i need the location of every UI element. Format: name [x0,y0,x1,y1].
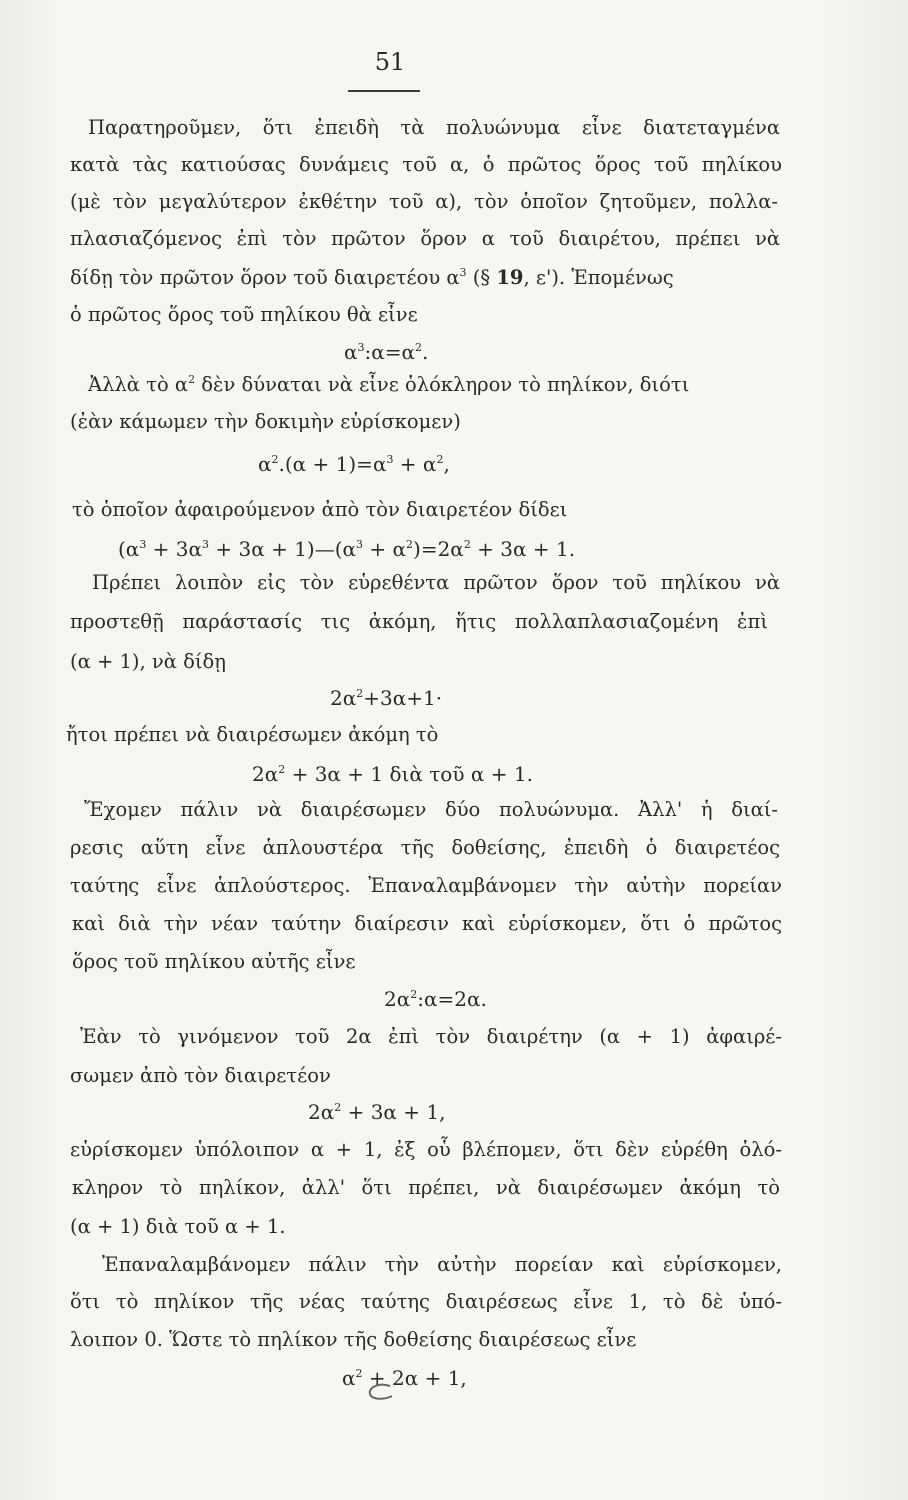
paragraph-line: Ἔχομεν πάλιν νὰ διαιρέσωμεν δύο πολυώνυμα. Ἀλλ' ἡ διαί- [84,798,778,821]
paragraph-line: ρεσις αὕτη εἶνε ἁπλουστέρα τῆς δοθείσης, ἐπειδὴ ὁ διαιρετέος [70,836,780,859]
paragraph-line: (μὲ τὸν μεγαλύτερον ἐκθέτην τοῦ α), τὸν ὁποῖον ζητοῦμεν, πολλα- [70,190,778,213]
paragraph-line: δίδῃ τὸν πρῶτον ὅρον τοῦ διαιρετέου $\alpha^3$ (§ 19, ε'). Ἑπομένως [70,266,674,289]
paragraph-line: Ἐὰν τὸ γινόμενον τοῦ 2α ἐπὶ τὸν διαιρέτην (α + 1) ἀφαιρέ- [80,1025,782,1048]
paragraph-line: προστεθῇ παράστασίς τις ἀκόμη, ἥτις πολλαπλασιαζομένη ἐπὶ [70,610,768,633]
paragraph-line: λοιπον 0. Ὥστε τὸ πηλίκον τῆς δοθείσης διαιρέσεως εἶνε [70,1328,637,1351]
equation: $2\alpha^2 + 3\alpha + 1$ διὰ τοῦ α + 1. [252,762,533,786]
paragraph-line: Πρέπει λοιπὸν εἰς τὸν εὑρεθέντα πρῶτον ὅρον τοῦ πηλίκου νὰ [92,571,780,594]
equation: ($\alpha^3 + 3\alpha^3 + 3\alpha$ + $1)—(\alpha^3 + \alpha^2)=2\alpha^2 + 3\alpha + 1$. [118,537,576,561]
paragraph-line: καὶ διὰ τὴν νέαν ταύτην διαίρεσιν καὶ εὑρίσκομεν, ὅτι ὁ πρῶτος [72,912,782,935]
paragraph-line: ταύτης εἶνε ἁπλούστερος. Ἐπαναλαμβάνομεν τὴν αὐτὴν πορείαν [70,874,782,897]
equation: $\alpha^2 + 2\alpha + 1$, [342,1366,467,1390]
equation: $\alpha^3:\alpha=\alpha^2$. [344,340,429,364]
paragraph-line: ἤτοι πρέπει νὰ διαιρέσωμεν ἀκόμη τὸ [66,723,439,746]
page-number: 51 [374,48,406,76]
paragraph-line: εὑρίσκομεν ὑπόλοιπον α + 1, ἐξ οὗ βλέπομεν, ὅτι δὲν εὑρέθη ὁλό- [70,1138,782,1161]
paragraph-line: κληρον τὸ πηλίκον, ἀλλ' ὅτι πρέπει, νὰ διαιρέσωμεν ἀκόμη τὸ [72,1176,780,1199]
paragraph-line: Ἀλλὰ τὸ $\alpha^2$ δὲν δύναται νὰ εἶνε ὁλόκληρον τὸ πηλίκον, διότι [88,373,690,396]
paragraph-line: ὅτι τὸ πηλίκον τῆς νέας ταύτης διαιρέσεως εἶνε 1, τὸ δὲ ὑπό- [70,1290,782,1313]
paragraph-line: τὸ ὁποῖον ἀφαιρούμενον ἀπὸ τὸν διαιρετέον δίδει [72,498,568,521]
section-reference: 19 [496,266,524,289]
equation: $\alpha^2.(\alpha + 1)=\alpha^3 + \alpha^2$, [258,452,450,476]
paragraph-line: σωμεν ἀπὸ τὸν διαιρετέον [70,1064,331,1087]
paragraph-line: Ἐπαναλαμβάνομεν πάλιν τὴν αὐτὴν πορείαν καὶ εὑρίσκομεν, [102,1253,782,1276]
paragraph-line: ὅρος τοῦ πηλίκου αὐτῆς εἶνε [72,950,356,973]
paragraph-line: (α + 1), νὰ δίδῃ [70,650,226,673]
equation: $2\alpha^2:\alpha=2\alpha$. [384,987,487,1011]
equation: $2\alpha^2 + 3\alpha + 1$, [308,1100,446,1124]
ink-mark [360,1380,400,1402]
equation: $2\alpha^2+3\alpha+1\cdot$ [330,686,443,710]
paragraph-line: (α + 1) διὰ τοῦ α + 1. [70,1215,286,1238]
paragraph-line: (ἐὰν κάμωμεν τὴν δοκιμὴν εὑρίσκομεν) [70,410,461,433]
paragraph-line: ὁ πρῶτος ὅρος τοῦ πηλίκου θὰ εἶνε [70,303,418,326]
paragraph-line: πλασιαζόμενος ἐπὶ τὸν πρῶτον ὅρον α τοῦ διαιρέτου, πρέπει νὰ [70,227,780,250]
page-number-rule [348,90,420,92]
paragraph-line: κατὰ τὰς κατιούσας δυνάμεις τοῦ α, ὁ πρῶτος ὅρος τοῦ πηλίκου [70,153,782,176]
paragraph-line: Παρατηροῦμεν, ὅτι ἐπειδὴ τὰ πολυώνυμα εἶνε διατεταγμένα [88,116,780,139]
